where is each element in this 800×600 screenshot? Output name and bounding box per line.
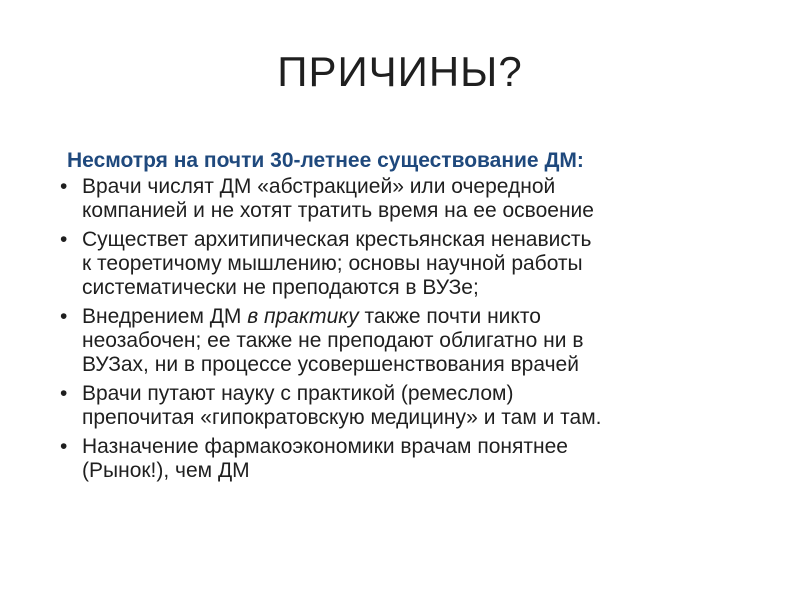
- bullet-item-3: [58, 305, 768, 377]
- bullet-icon: •: [60, 382, 68, 405]
- bullet-item-1: [58, 175, 768, 223]
- bullet-4-line-2: препочитая «гипократовскую медицину» и там и там.: [82, 406, 602, 429]
- bullet-2-line-2: к теоретичому мышлению; основы научной работы: [82, 252, 583, 275]
- bullet-3-line-2: неозабочен; ее также не преподают облигатно ни в: [82, 329, 584, 352]
- bullet-3-italic-text: в практику: [247, 305, 359, 328]
- bullet-1-line-1: Врачи числят ДМ «абстракцией» или очередной: [82, 175, 556, 198]
- bullet-icon: •: [60, 435, 68, 458]
- bullet-item-4: [58, 382, 768, 430]
- bullet-icon: •: [60, 305, 68, 328]
- bullet-2-line-3: систематически не преподаются в ВУЗе;: [82, 276, 479, 299]
- bullet-3-line-3: ВУЗах, ни в процессе усовершенствования врачей: [82, 353, 579, 376]
- bullet-icon: •: [60, 175, 68, 198]
- slide-title: ПРИЧИНЫ?: [277, 48, 523, 95]
- bullet-list: [58, 175, 768, 488]
- bullet-3-text-before: Внедрением ДМ: [82, 305, 248, 328]
- bullet-1-line-2: компанией и не хотят тратить время на ее освоение: [82, 199, 594, 222]
- bullet-item-2: [58, 228, 768, 300]
- bullet-item-5: [58, 435, 768, 483]
- bullet-5-line-1: Назначение фармакоэкономики врачам понятнее: [82, 435, 568, 458]
- bullet-3-line-1: [82, 305, 768, 329]
- slide-subtitle: Несмотря на почти 30-летнее существование ДМ:: [67, 149, 584, 172]
- bullet-5-line-2: (Рынок!), чем ДМ: [82, 459, 250, 482]
- bullet-2-line-1: Существет архитипическая крестьянская ненависть: [82, 228, 592, 251]
- bullet-icon: •: [60, 228, 68, 251]
- bullet-3-text-after: также почти никто: [358, 305, 541, 328]
- bullet-4-line-1: Врачи путают науку с практикой (ремеслом): [82, 382, 514, 405]
